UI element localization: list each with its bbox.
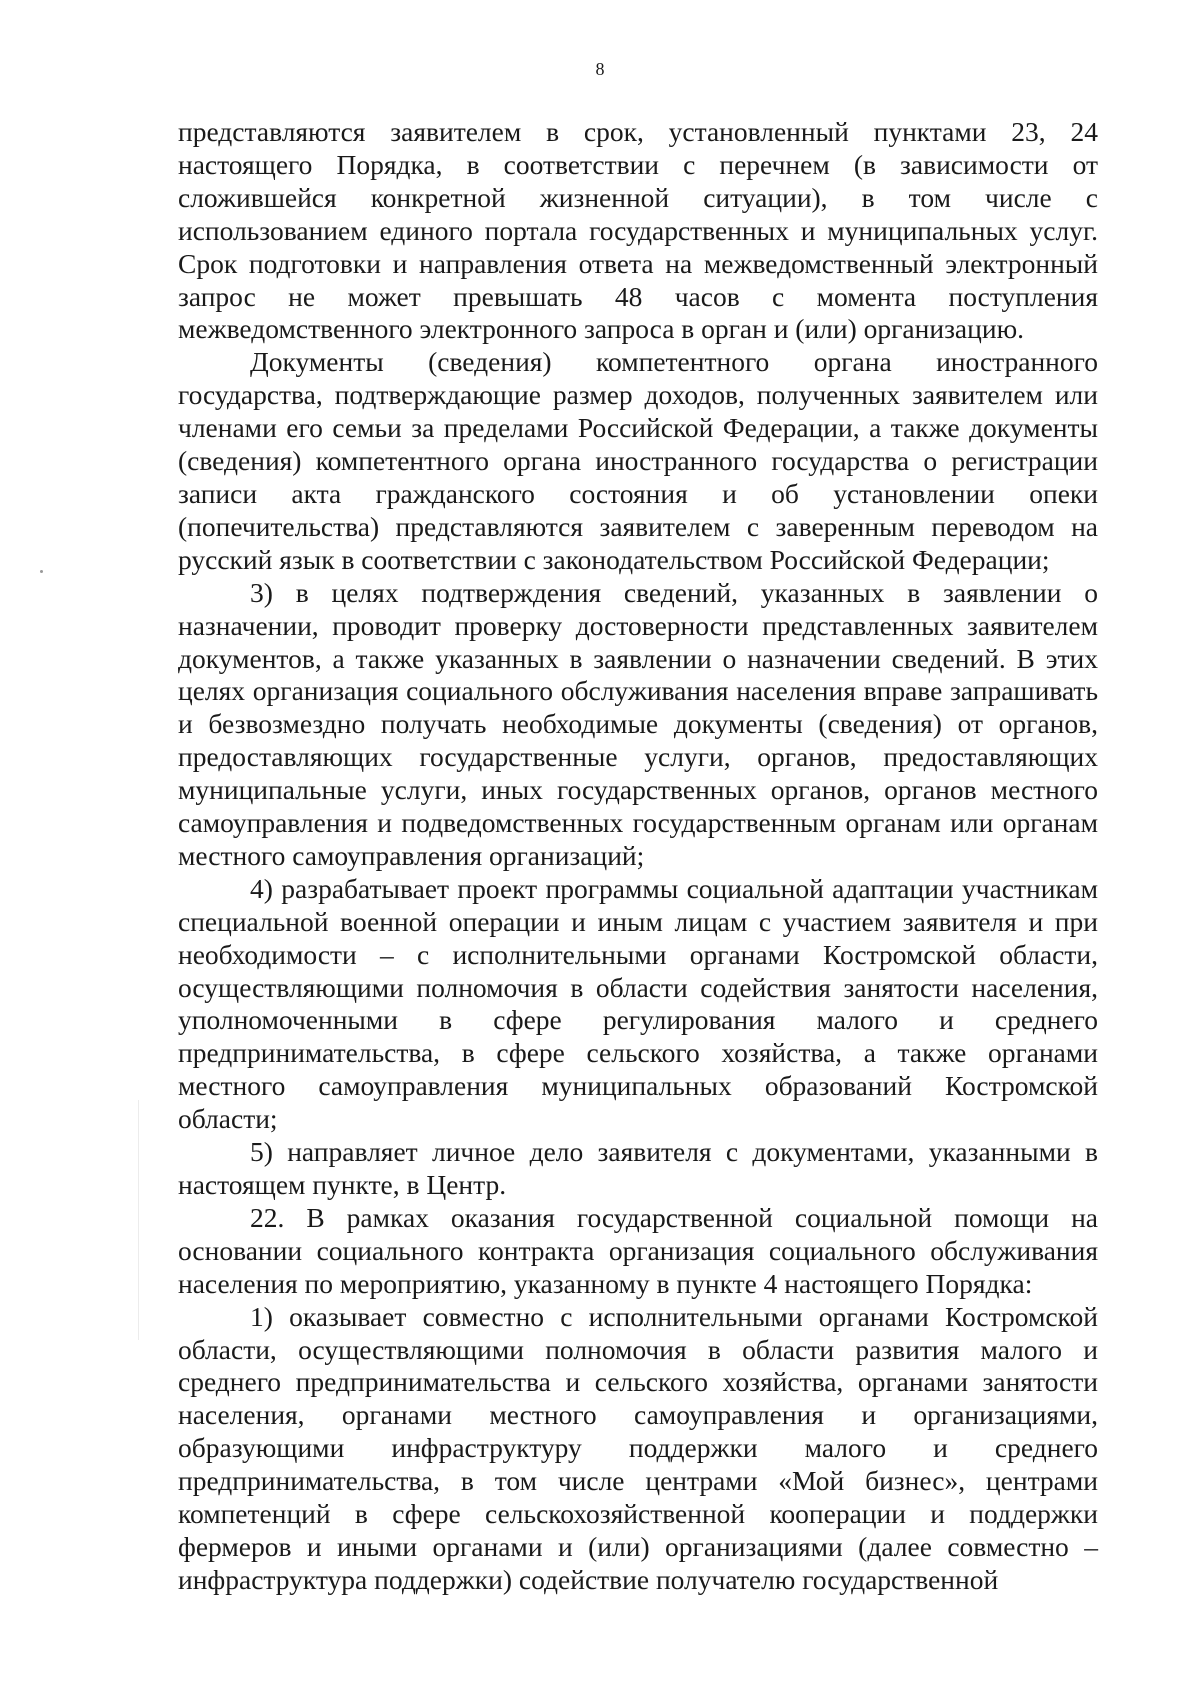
paragraph-point-22-item-1: 1) оказывает совместно с исполнительными органами Костромской области, осуществляющими полномочия в области развития малого и среднего предпринимательства и сельского хозяйства, органами занятости населения, органами местного самоуправления и организациями, образующими инфраструктуру поддержки малого и среднего предпринимательства, в том числе центрами «Мой бизнес», центрами компетенций в сфере сельскохозяйственной кооперации и поддержки фермеров и иными органами и (или) организациями (далее совместно – инфраструктура поддержки) содействие получателю государственной: [178, 1300, 1098, 1595]
paragraph-item-4: 4) разрабатывает проект программы социальной адаптации участникам специальной военной операции и иным лицам с участием заявителя и при необходимости – с исполнительными органами Костромской области, осуществляющими полномочия в области содействия занятости населения, уполномоченными в сфере регулирования малого и среднего предпринимательства, в сфере сельского хозяйства, а также органами местного самоуправления муниципальных образований Костромской области;: [178, 872, 1098, 1135]
paragraph-foreign-documents: Документы (сведения) компетентного органа иностранного государства, подтверждающие размер доходов, полученных заявителем или членами его семьи за пределами Российской Федерации, а также документы (сведения) компетентного органа иностранного государства о регистрации записи акта гражданского состояния и об установлении опеки (попечительства) представляются заявителем с заверенным переводом на русский язык в соответствии с законодательством Российской Федерации;: [178, 346, 1098, 575]
scan-speck: [40, 570, 43, 573]
paragraph-item-5: 5) направляет личное дело заявителя с документами, указанными в настоящем пункте, в Центр.: [178, 1136, 1098, 1200]
scan-edge-shadow: [138, 1100, 139, 1340]
paragraph-continuation: представляются заявителем в срок, установленный пунктами 23, 24 настоящего Порядка, в соответствии с перечнем (в зависимости от сложившейся конкретной жизненной ситуации), в том числе с использованием единого портала государственных и муниципальных услуг. Срок подготовки и направления ответа на межведомственный электронный запрос не может превышать 48 часов с момента поступления межведомственного электронного запроса в орган и (или) организацию.: [178, 116, 1098, 345]
paragraph-point-22: 22. В рамках оказания государственной социальной помощи на основании социального контракта организация социального обслуживания населения по мероприятию, указанному в пункте 4 настоящего Порядка:: [178, 1201, 1098, 1299]
document-body: [178, 116, 1098, 1597]
paragraph-item-3: 3) в целях подтверждения сведений, указанных в заявлении о назначении, проводит проверку достоверности представленных заявителем документов, а также указанных в заявлении о назначении сведений. В этих целях организация социального обслуживания населения вправе запрашивать и безвозмездно получать необходимые документы (сведения) от органов, предоставляющих государственные услуги, органов, предоставляющих муниципальные услуги, иных государственных органов, органов местного самоуправления и подведомственных государственным органам или органам местного самоуправления организаций;: [178, 576, 1098, 871]
page-number: 8: [595, 59, 605, 79]
